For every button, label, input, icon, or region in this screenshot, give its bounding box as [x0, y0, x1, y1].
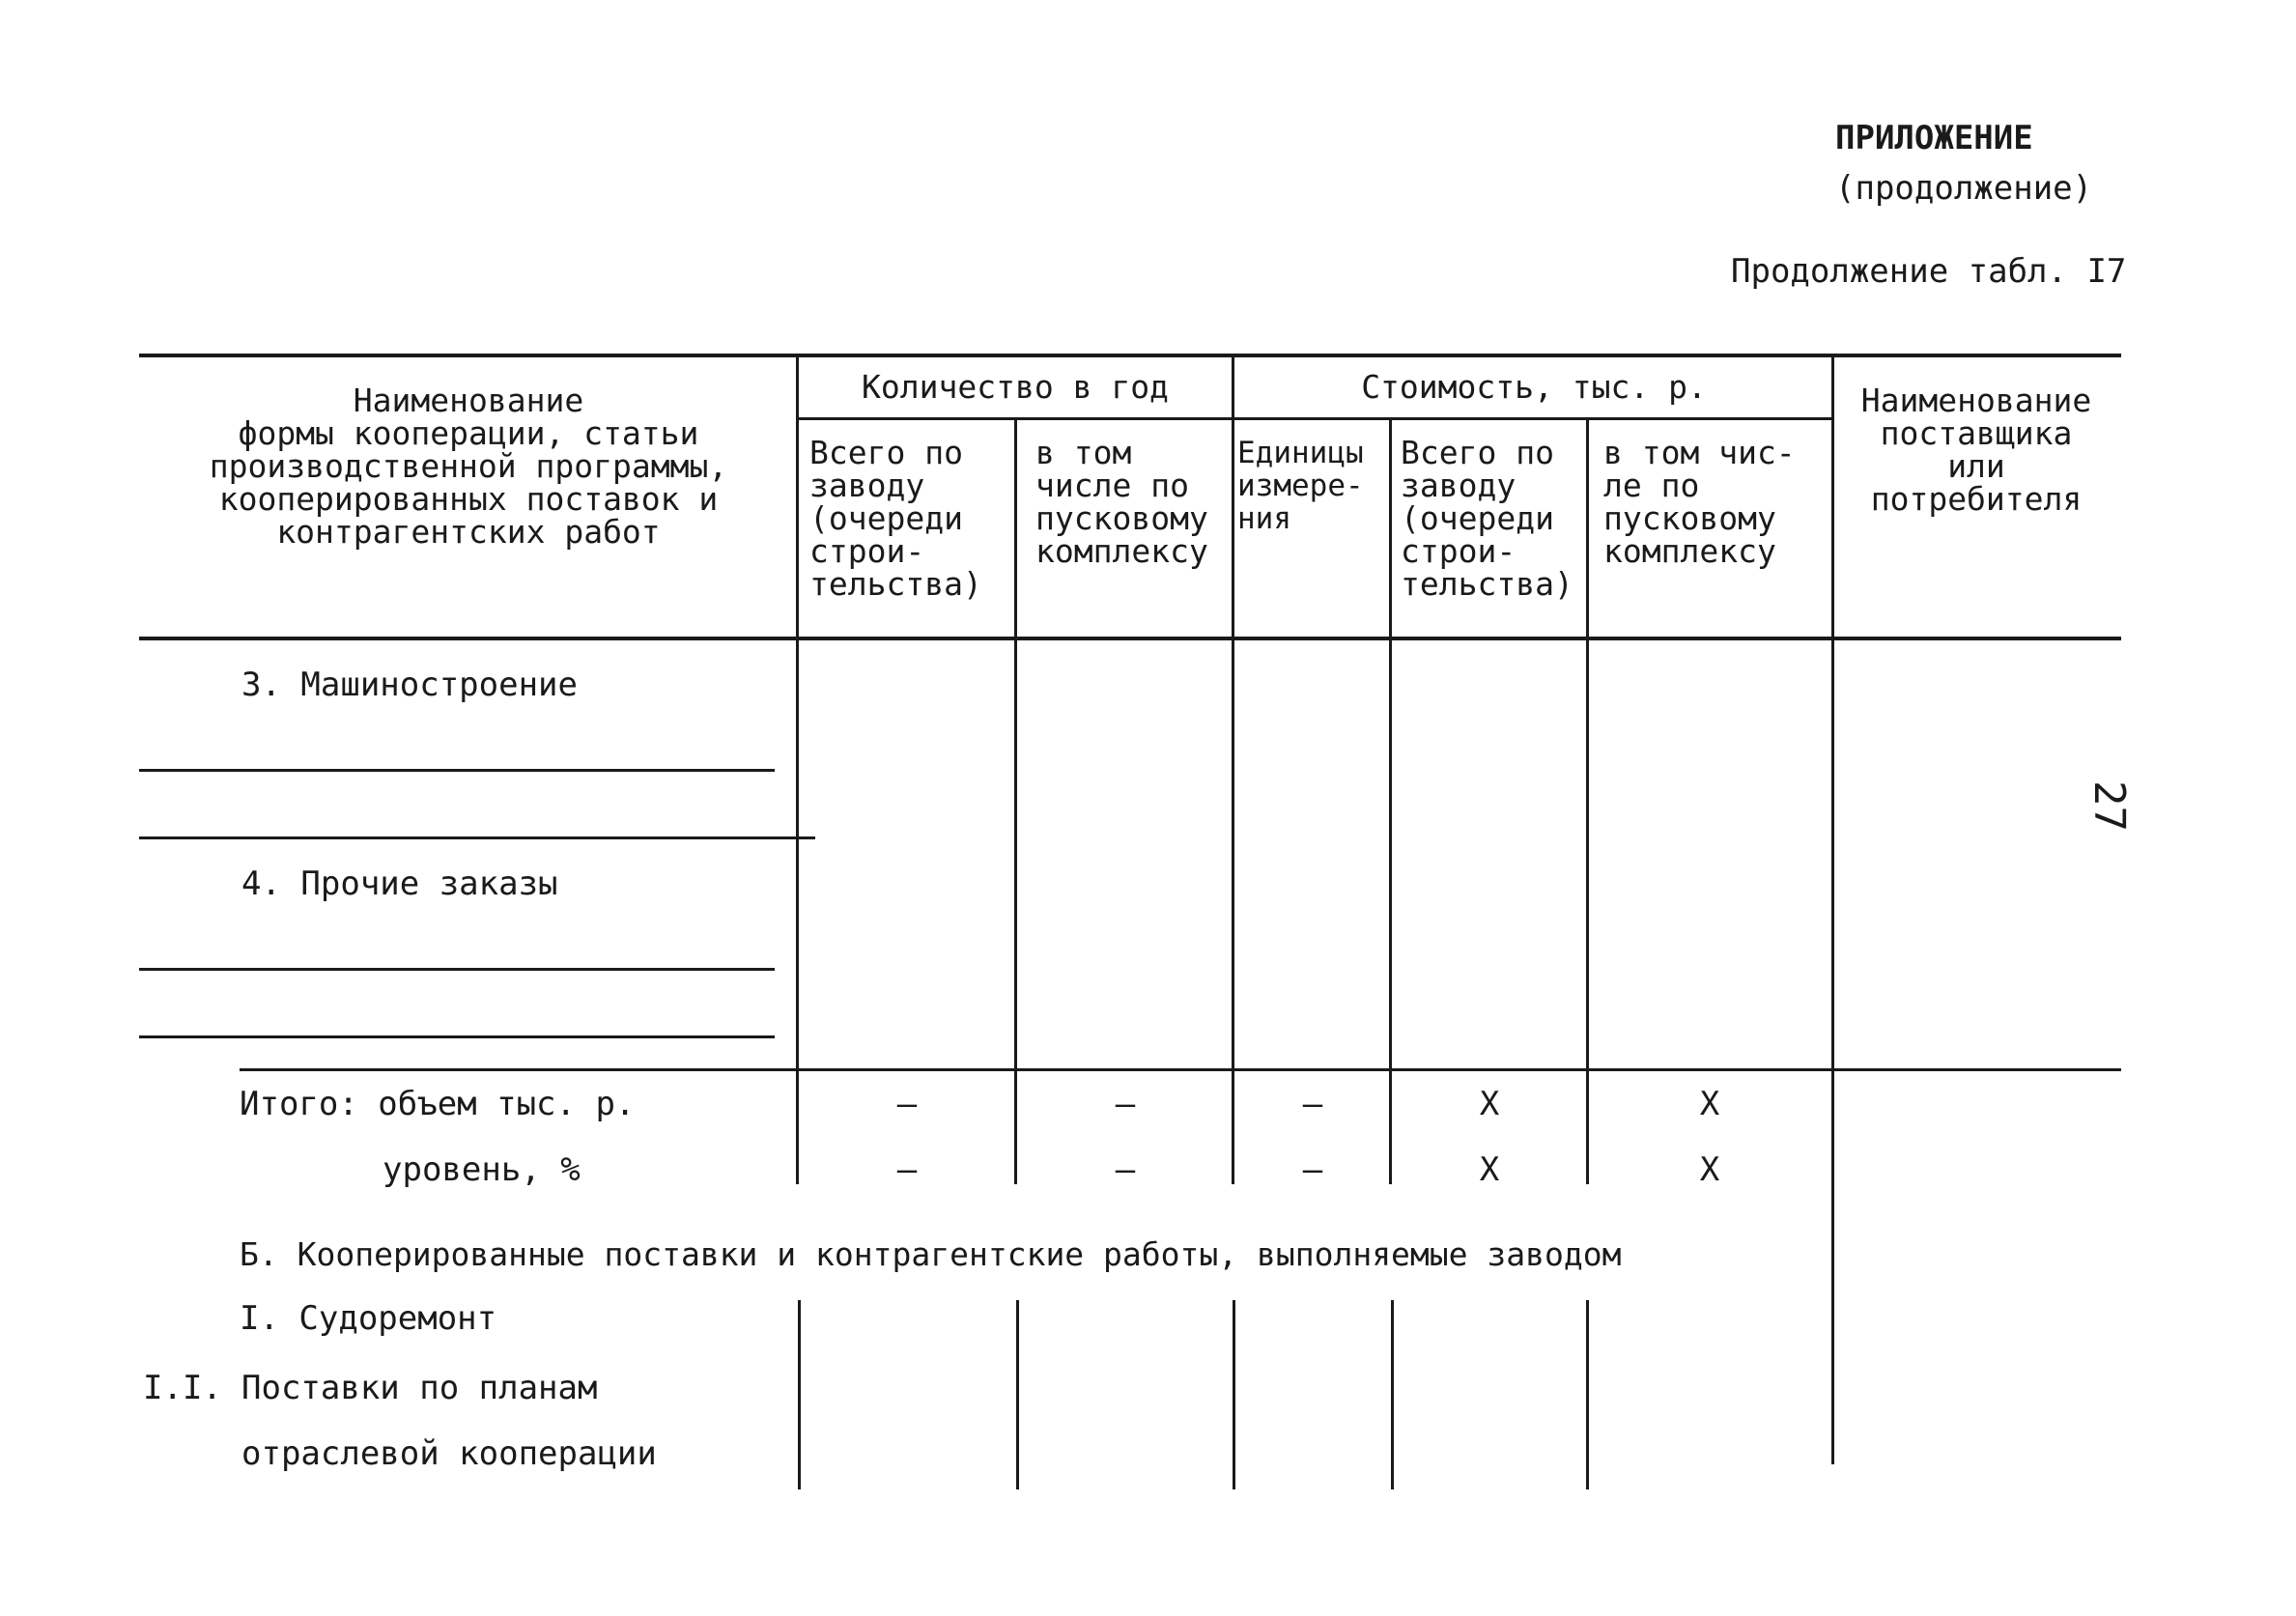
col-divider-4 [1389, 417, 1392, 1184]
level-value: – [1115, 1150, 1136, 1189]
row-1-1-number: I.I. [143, 1369, 222, 1407]
total-value: – [1115, 1085, 1136, 1123]
total-value: – [1302, 1085, 1323, 1123]
section-b-heading: Б. Кооперированные поставки и контрагентские работы, выполняемые заводом [240, 1235, 1622, 1273]
col-header-name: Наименование формы кооперации, статьи производственной программы, кооперированных поставок и контрагентских работ [209, 382, 728, 551]
table-top-rule [139, 354, 2121, 357]
blank-line [139, 968, 775, 971]
total-value: X [1699, 1085, 1720, 1123]
col-header-total-plant-cost: Всего по заводу (очереди строи- тельства) [1401, 434, 1573, 603]
page-number: 27 [2084, 780, 2134, 832]
total-volume-label: Итого: объем тыс. р. [240, 1085, 636, 1123]
row-other-orders: 4. Прочие заказы [241, 865, 558, 903]
col-divider-4-lower [1391, 1300, 1394, 1489]
level-value: X [1699, 1150, 1720, 1189]
level-value: – [1302, 1150, 1323, 1189]
col-divider-2-lower [1016, 1300, 1019, 1489]
total-value: – [896, 1085, 918, 1123]
col-divider-6 [1831, 354, 1834, 1464]
appendix-title: ПРИЛОЖЕНИЕ [1835, 119, 2033, 157]
row-1-1-line2: отраслевой кооперации [241, 1434, 657, 1473]
header-bottom-rule [139, 637, 2121, 640]
col-header-supplier: Наименование поставщика или потребителя [1860, 382, 2092, 518]
level-percent-label: уровень, % [383, 1150, 581, 1189]
blank-line [139, 769, 775, 772]
col-divider-3-lower [1233, 1300, 1235, 1489]
group-header-cost: Стоимость, тыс. р. [1361, 368, 1707, 406]
col-divider-5 [1586, 417, 1589, 1184]
col-header-incl-complex-qty: в том числе по пусковому комплексу [1035, 434, 1208, 570]
table-continuation-label: Продолжение табл. I7 [1731, 252, 2127, 291]
blank-line [139, 836, 815, 839]
col-divider-5-lower [1586, 1300, 1589, 1489]
col-divider-1 [796, 354, 799, 1184]
totals-top-rule [240, 1068, 2121, 1071]
col-header-units: Единицы измере- ния [1237, 436, 1364, 536]
row-1-1-line1: Поставки по планам [241, 1369, 598, 1407]
level-value: X [1479, 1150, 1500, 1189]
level-value: – [896, 1150, 918, 1189]
col-divider-1-lower [798, 1300, 801, 1489]
appendix-continuation: (продолжение) [1835, 169, 2093, 208]
group-header-quantity: Количество в год [862, 368, 1169, 406]
col-header-incl-complex-cost: в том чис- ле по пусковому комплексу [1603, 434, 1796, 570]
total-value: X [1479, 1085, 1500, 1123]
col-divider-2 [1014, 417, 1017, 1184]
blank-line [139, 1035, 775, 1038]
row-ship-repair: I. Судоремонт [240, 1299, 497, 1338]
col-divider-3 [1232, 354, 1234, 1184]
cost-group-rule [1234, 417, 1833, 420]
row-mechanical-engineering: 3. Машиностроение [241, 666, 578, 704]
col-header-total-plant-qty: Всего по заводу (очереди строи- тельства) [809, 434, 982, 603]
